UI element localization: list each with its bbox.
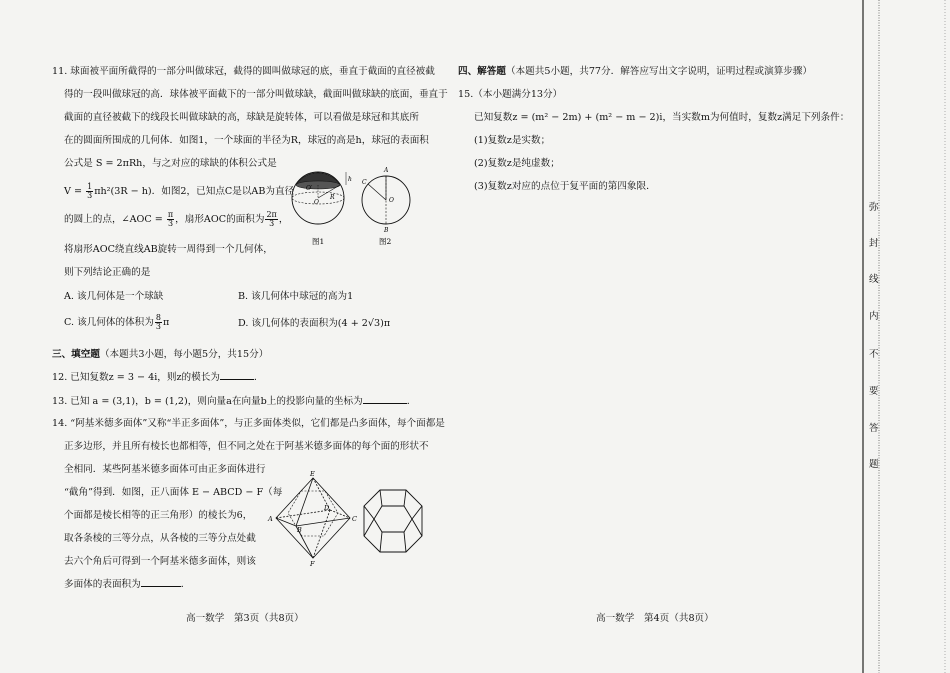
section-4-heading: 四、解答题（本题共5小题，共77分．解答应写出文字说明，证明过程或演算步骤） (458, 66, 813, 77)
q15-item-2: (2)复数z是纯虚数； (474, 158, 560, 169)
right-page-footer: 高一数学 第4页（共8页） (596, 613, 714, 624)
q11-line-5: 公式是 S = 2πRh，与之对应的球缺的体积公式是 (64, 158, 277, 169)
figure-2-sector (360, 162, 412, 250)
q11-volume-formula: V = $\frac{1}{3}$ πh²(3R − h)．如图2，已知点C是以AB为直径 (64, 182, 295, 200)
fig2-label-b: B (384, 227, 389, 234)
q11-line-1: 11. 球面被平面所截得的一部分叫做球冠，截得的圆叫做球冠的底，垂直于截面的直径被截 (52, 66, 435, 77)
fig1-label-r: R (330, 194, 335, 201)
q11-option-a: A. 该几何体是一个球缺 (64, 291, 164, 302)
q14-line-6: 取各条棱的三等分点，从各棱的三等分点处截 (64, 533, 256, 544)
question-13: 13. 已知 a = (3,1)，b = (1,2)，则向量a在向量b上的投影向量的坐标为 ． (52, 396, 417, 407)
oct-label-a: A (268, 515, 273, 523)
q11-line-4: 在的圆面所围成的几何体．如图1，一个球面的半径为R，球冠的高是h，球冠的表面积 (64, 135, 429, 146)
strip-char-8: 题 (869, 459, 879, 470)
figure-1-caption: 图1 (312, 237, 325, 246)
strip-char-3: 线 (869, 274, 879, 285)
figure-octahedron (266, 468, 360, 568)
q11-line-9: 则下列结论正确的是 (64, 267, 151, 278)
figure-1-sphere-cap (282, 168, 358, 250)
fig2-label-a: A (384, 167, 389, 174)
strip-char-2: 封 (869, 238, 879, 249)
figure-2-caption: 图2 (379, 237, 392, 246)
strip-char-5: 不 (869, 349, 879, 360)
q11-line-8: 将扇形AOC绕直线AB旋转一周得到一个几何体， (64, 244, 273, 255)
oct-label-d: D (324, 504, 330, 512)
strip-char-4: 内 (869, 311, 879, 322)
fig2-label-o: O (389, 197, 394, 204)
binding-strip (858, 0, 950, 673)
oct-label-e: E (310, 470, 315, 478)
figure-truncated-octahedron (360, 486, 426, 556)
q15-stem: 已知复数z = (m² − 2m) + (m² − m − 2)i，当实数m为何值时，复数z满足下列条件： (474, 112, 850, 123)
left-page-footer: 高一数学 第3页（共8页） (186, 613, 304, 624)
fig2-label-c: C (362, 179, 367, 186)
fig1-label-o: O (314, 199, 319, 206)
binding-strip-lines (858, 0, 950, 673)
q11-option-c: C. 该几何体的体积为 $\frac{8}{3}$ π (64, 313, 170, 331)
strip-char-6: 要 (869, 386, 879, 397)
oct-label-f: F (310, 560, 315, 568)
q14-line-5: 个面都是棱长相等的正三角形）的棱长为6， (64, 510, 253, 521)
q11-line-3: 截面的直径被截下的线段长叫做球缺的高，球缺是旋转体，可以看做是球冠和其底所 (64, 112, 419, 123)
q11-line-2: 得的一段叫做球冠的高．球体被平面截下的一部分叫做球缺，截面叫做球缺的底面，垂直于 (64, 89, 448, 100)
q15-item-1: (1)复数z是实数； (474, 135, 551, 146)
q15-title: 15.（本小题满分13分） (458, 89, 563, 100)
fig1-label-h: h (348, 176, 352, 183)
q11-line-7: 的圆上的点，∠AOC = $\frac{\pi}{3}$ ，扇形AOC的面积为 $\frac{2\pi}{3}$ ， (64, 210, 289, 228)
q14-line-1: 14. “阿基米德多面体”又称“半正多面体”，与正多面体类似，它们都是凸多面体，每个面都是 (52, 418, 445, 429)
section-3-heading: 三、填空题（本题共3小题，每小题5分，共15分） (52, 349, 269, 360)
strip-char-7: 答 (869, 423, 879, 434)
q11-option-b: B. 该几何体中球冠的高为1 (238, 291, 354, 302)
question-12: 12. 已知复数z = 3 − 4i，则z的模长为 ． (52, 372, 264, 383)
q15-item-3: (3)复数z对应的点位于复平面的第四象限． (474, 181, 656, 192)
fig1-label-o-prime: O′ (306, 185, 313, 192)
q14-line-4: “截角”得到．如图，正八面体 E − ABCD − F（每 (64, 487, 283, 498)
oct-label-c: C (352, 515, 357, 523)
q14-line-8: 多面体的表面积为 ． (64, 579, 191, 590)
q14-line-7: 去六个角后可得到一个阿基米德多面体，则该 (64, 556, 256, 567)
oct-label-b: B (297, 526, 302, 534)
strip-char-1: 弥 (869, 202, 879, 213)
q11-option-d: D. 该几何体的表面积为(4 + 2√3)π (238, 318, 391, 329)
q14-line-3: 全相同．某些阿基米德多面体可由正多面体进行 (64, 464, 266, 475)
q14-line-2: 正多边形，并且所有棱长也都相等，但不同之处在于阿基米德多面体的每个面的形状不 (64, 441, 429, 452)
